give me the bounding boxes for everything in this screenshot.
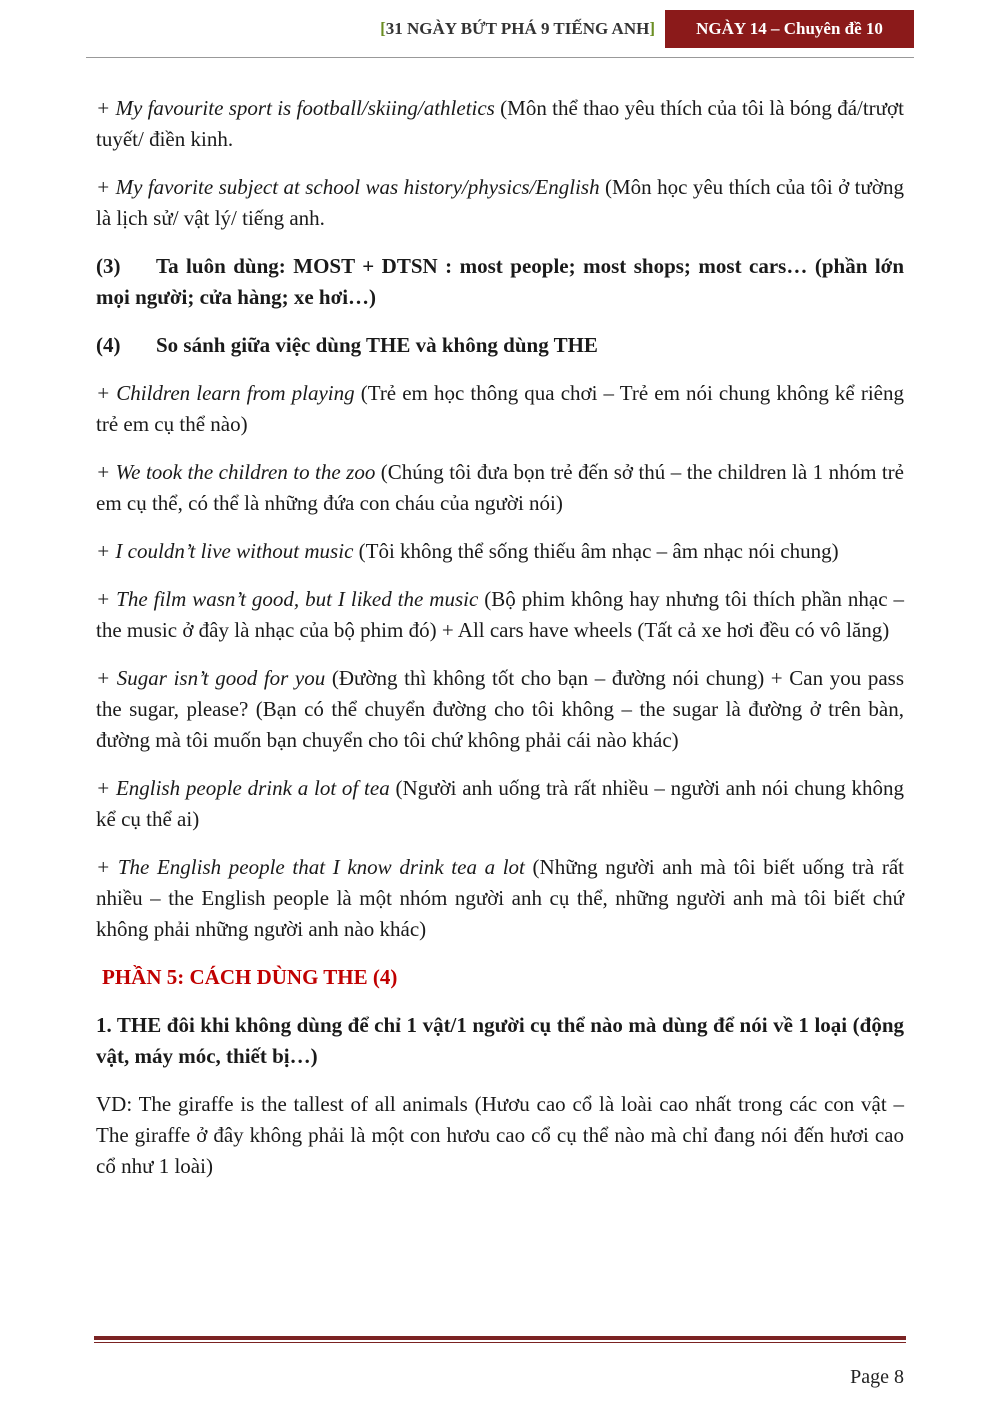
chapter-badge: NGÀY 14 – Chuyên đề 10	[665, 10, 914, 48]
example-english-people: + English people drink a lot of tea (Người anh uống trà rất nhiều – người anh nói chung không kể cụ thể ai)	[96, 776, 904, 831]
example-english-people-known: + The English people that I know drink tea a lot (Những người anh mà tôi biết uống trà rất nhiều – the English people là một nhóm người anh cụ thể, những người anh mà tôi biết chứ không phải những người anh nào khác)	[96, 855, 904, 941]
example-film-music: + The film wasn’t good, but I liked the music (Bộ phim không hay nhưng tôi thích phần nhạc – the music ở đây là nhạc của bộ phim đó) + All cars have wheels (Tất cả xe hơi đều có vô lăng)	[96, 587, 904, 642]
bracket-close: ]	[649, 19, 655, 38]
page-content	[96, 93, 904, 1199]
example-favourite-sport: + My favourite sport is football/skiing/athletics (Môn thể thao yêu thích của tôi là bóng đá/trượt tuyết/ điền kinh.	[96, 96, 904, 151]
page-number: Page 8	[850, 1366, 904, 1388]
example-sugar: + Sugar isn’t good for you (Đường thì không tốt cho bạn – đường nói chung) + Can you pass the sugar, please? (Bạn có thể chuyển đường cho tôi không – the sugar là đường ở trên bàn, đường mà tôi muốn bạn chuyển cho tôi chứ không phải cái nào khác)	[96, 666, 904, 752]
bracket-open: [	[380, 19, 386, 38]
section-rule-1: 1. THE đôi khi không dùng để chỉ 1 vật/1 người cụ thể nào mà dùng để nói về 1 loại (động vật, máy móc, thiết bị…)	[96, 1013, 904, 1068]
book-title	[380, 19, 655, 39]
footer-divider-thick	[94, 1336, 906, 1340]
example-children-zoo: + We took the children to the zoo (Chúng tôi đưa bọn trẻ đến sở thú – the children là 1 nhóm trẻ em cụ thể, có thể là những đứa con cháu của người nói)	[96, 460, 904, 515]
page-header	[0, 10, 1000, 50]
book-title-text: 31 NGÀY BỨT PHÁ 9 TIẾNG ANH	[385, 19, 650, 38]
example-favorite-subject: + My favorite subject at school was history/physics/English (Môn học yêu thích của tôi ở tường là lịch sử/ vật lý/ tiếng anh.	[96, 175, 904, 230]
example-music: + I couldn’t live without music (Tôi không thể sống thiếu âm nhạc – âm nhạc nói chung)	[96, 539, 839, 563]
rule-most: (3) Ta luôn dùng: MOST + DTSN : most people; most shops; most cars… (phần lớn mọi người; cửa hàng; xe hơi…)	[96, 254, 904, 309]
rule-compare-the: (4) So sánh giữa việc dùng THE và không dùng THE	[96, 333, 598, 357]
section-title: PHẦN 5: CÁCH DÙNG THE (4)	[102, 965, 398, 989]
footer-divider-thin	[94, 1342, 906, 1343]
header-divider	[86, 57, 914, 58]
section-example: VD: The giraffe is the tallest of all animals (Hươu cao cổ là loài cao nhất trong các con vật – The giraffe ở đây không phải là một con hươu cao cổ cụ thể nào mà chỉ đang nói đến hươi cao cổ như 1 loài)	[96, 1092, 904, 1178]
example-children-playing: + Children learn from playing (Trẻ em học thông qua chơi – Trẻ em nói chung không kể riêng trẻ em cụ thể nào)	[96, 381, 904, 436]
